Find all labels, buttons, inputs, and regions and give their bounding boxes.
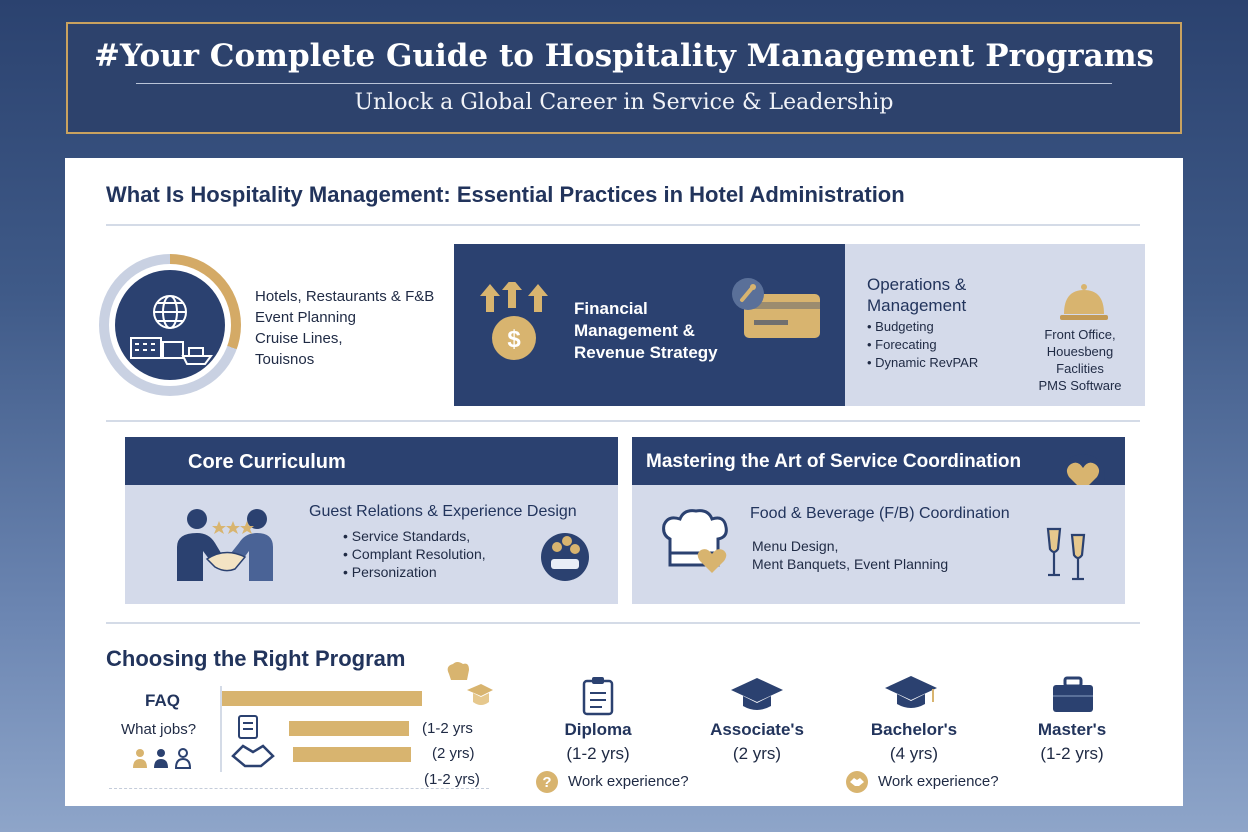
- sector-item: Event Planning: [255, 309, 356, 326]
- sector-item: Cruise Lines,: [255, 330, 343, 347]
- service-coordination-header: [632, 437, 1125, 485]
- guest-relations-item: • Personization: [343, 563, 486, 581]
- intro-title: What Is Hospitality Management: Essential Practices in Hotel Administration: [106, 182, 905, 207]
- page-title: #Your Complete Guide to Hospitality Management Programs: [94, 38, 1154, 74]
- dashed-divider: [109, 788, 489, 789]
- service-coordination-title: Mastering the Art of Service Coordination: [646, 451, 1022, 472]
- chef-hat-heart-icon: [660, 509, 732, 575]
- program-name: Master's: [1037, 720, 1107, 739]
- operations-side-item: Front Office,: [1044, 327, 1116, 342]
- bar-label: (1-2 yrs: [422, 720, 473, 737]
- program-name: Diploma: [564, 720, 632, 739]
- operations-panel: [845, 244, 1145, 406]
- divider: [106, 420, 1140, 422]
- page-subtitle: Unlock a Global Career in Service & Leadership: [354, 90, 894, 115]
- core-curriculum-header: [125, 437, 618, 485]
- guest-relations-item: • Complant Resolution,: [343, 545, 486, 563]
- divider: [106, 224, 1140, 226]
- dining-plate-icon: [537, 527, 593, 583]
- sector-item: Hotels, Restaurants & F&B: [255, 288, 435, 305]
- globe-hotel-cruise-icon: [115, 270, 225, 380]
- core-curriculum-body: [125, 485, 618, 604]
- food-beverage-list: [752, 537, 948, 573]
- program-name: Bachelor's: [870, 720, 958, 739]
- operations-item: • Dynamic RevPAR: [867, 354, 978, 372]
- faq-question: What jobs?: [121, 721, 197, 738]
- core-curriculum-title: Core Curriculum: [188, 451, 346, 473]
- operations-item: • Forecating: [867, 336, 978, 354]
- program-years: (2 yrs): [732, 744, 782, 763]
- program-name: Associate's: [710, 720, 804, 739]
- operations-item: • Budgeting: [867, 318, 978, 336]
- programs-title: Choosing the Right Program: [106, 646, 406, 671]
- program-years: (4 yrs): [889, 744, 939, 763]
- sector-item: Touisnos: [255, 351, 315, 368]
- operations-side-item: Houesbeng: [1046, 344, 1114, 359]
- guest-relations-title: Guest Relations & Experience Design: [309, 503, 577, 520]
- sectors-list: [255, 286, 434, 370]
- people-icon: [131, 746, 195, 772]
- briefcase-icon: [1051, 676, 1095, 714]
- credit-card-icon: [726, 272, 826, 344]
- money-growth-icon: [468, 282, 560, 364]
- guest-relations-item: • Service Standards,: [343, 527, 486, 545]
- handshake-icon: [169, 507, 281, 583]
- question-icon: [535, 770, 559, 794]
- food-beverage-item: Ment Banquets, Event Planning: [752, 556, 949, 572]
- financial-label: Financial Management & Revenue Strategy: [574, 299, 718, 362]
- work-experience-question: Work experience?: [878, 773, 999, 790]
- operations-title: Operations & Management: [867, 275, 967, 315]
- operations-list: [867, 318, 978, 372]
- chef-graduation-icon: [443, 660, 493, 712]
- menu-handshake-icon: [231, 714, 275, 770]
- svg-text:?: ?: [542, 774, 552, 791]
- work-experience-question: Work experience?: [568, 773, 689, 790]
- program-bar: [289, 721, 409, 736]
- sectors-ring: [99, 254, 241, 396]
- content-card: [65, 158, 1183, 806]
- graduation-cap-icon: [729, 676, 785, 712]
- program-years: (1-2 yrs): [1040, 744, 1104, 763]
- divider: [106, 622, 1140, 624]
- food-beverage-item: Menu Design,: [752, 538, 839, 554]
- handshake-badge-icon: [845, 770, 869, 794]
- operations-side-item: Faclities: [1056, 361, 1104, 376]
- financial-panel: [454, 244, 845, 406]
- program-bar: [222, 691, 422, 706]
- bar-label: (1-2 yrs): [424, 771, 480, 788]
- guest-relations-list: [343, 527, 486, 581]
- graduation-cap-icon: [883, 672, 939, 712]
- faq-label: FAQ: [145, 691, 180, 710]
- operations-side-list: [1025, 326, 1135, 394]
- program-years: (1-2 yrs): [566, 744, 630, 763]
- bar-label: (2 yrs): [432, 745, 475, 762]
- header-banner: [66, 22, 1182, 134]
- program-bar: [293, 747, 411, 762]
- service-coordination-body: [632, 485, 1125, 604]
- operations-side-item: PMS Software: [1038, 378, 1122, 393]
- food-beverage-title: Food & Beverage (F/B) Coordination: [750, 505, 1010, 522]
- svg-text:$: $: [507, 326, 521, 353]
- clipboard-icon: [581, 676, 615, 716]
- champagne-glasses-icon: [1040, 525, 1092, 583]
- banner-divider: [136, 83, 1112, 84]
- service-bell-icon: [1059, 280, 1109, 324]
